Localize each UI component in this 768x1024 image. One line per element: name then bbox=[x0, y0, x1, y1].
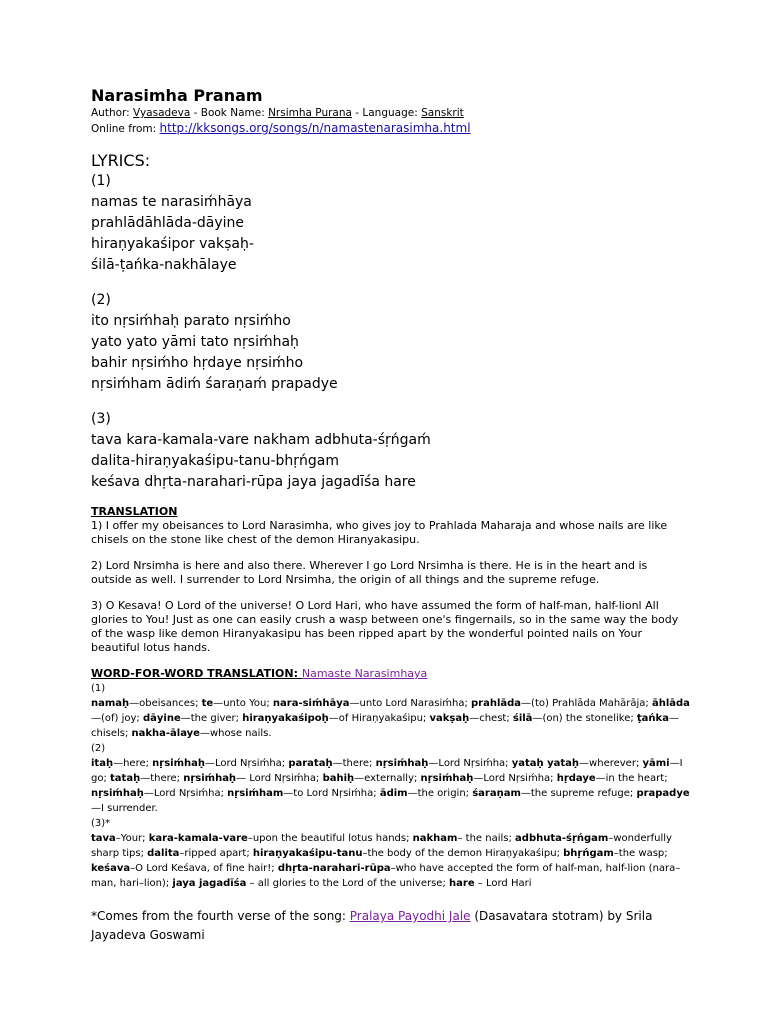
page-title: Narasimha Pranam bbox=[91, 86, 263, 105]
source-line: Online from: http://kksongs.org/songs/n/namastenarasimha.html bbox=[91, 121, 471, 135]
verse-line: dalita-hiraṇyakaśipu-tanu-bhṛńgam bbox=[91, 453, 339, 469]
verse-line: bahir nṛsiḿho hṛdaye nṛsiḿho bbox=[91, 355, 304, 371]
translation-paragraph: 2) Lord Nrsimha is here and also there. Wherever I go Lord Nrsimha is there. He is in the heart and is outside as well. I surrender to Lord Nrsimha, the origin of all things and the supreme refuge. bbox=[91, 559, 648, 586]
wfw-verse-2: itaḥ—here; nṛsiḿhaḥ—Lord Nṛsiḿha; parataḥ—there; nṛsiḿhaḥ—Lord Nṛsiḿha; yataḥ yataḥ—wherever; yāmi—I go; tataḥ—there; nṛsiḿhaḥ— Lord Nṛsiḿha; bahiḥ—externally; nṛsiḿhaḥ—Lord Nṛsiḿha; hṛdaye—in the heart; nṛsiḿhaḥ—Lord Nṛsiḿha; nṛsiḿham—to Lord Nṛsiḿha; ādim—the origin; śaraṇam—the supreme refuge; prapadye—I surrender. bbox=[91, 758, 690, 814]
verse-line: hiraṇyakaśipor vakṣaḥ- bbox=[91, 236, 254, 252]
wfw-heading: WORD-FOR-WORD TRANSLATION: Namaste Narasimhaya bbox=[91, 667, 428, 680]
verse-line: nṛsiḿham ādiḿ śaraṇaḿ prapadye bbox=[91, 376, 338, 392]
verse-number: (1) bbox=[91, 173, 111, 189]
footnote-link[interactable]: Pralaya Payodhi Jale bbox=[349, 909, 471, 923]
verse-number: (2) bbox=[91, 292, 111, 308]
lyrics-verses bbox=[91, 171, 691, 493]
lyrics-heading: LYRICS: bbox=[91, 151, 151, 170]
verse-line: yato yato yāmi tato nṛsiḿhaḥ bbox=[91, 334, 299, 350]
verse-line: namas te narasiḿhāya bbox=[91, 194, 252, 210]
translation-body bbox=[91, 519, 691, 655]
verse-line: keśava dhṛta-narahari-rūpa jaya jagadīśa hare bbox=[91, 474, 416, 490]
translation-heading: TRANSLATION bbox=[91, 505, 178, 518]
verse-line: tava kara-kamala-vare nakham adbhuta-śṛńgaḿ bbox=[91, 432, 431, 448]
wfw-verse-1: namaḥ—obeisances; te—unto You; nara-siḿhāya—unto Lord Narasiḿha; prahlāda—(to) Prahlāda Mahārāja; āhlāda—(of) joy; dāyine—the giver; hiraṇyakaśipoḥ—of Hiraṇyakaśipu; vakṣaḥ—chest; śilā—(on) the stonelike; ṭańka—chisels; nakha-ālaye—whose nails. bbox=[91, 698, 690, 739]
book-link[interactable]: Nrsimha Purana bbox=[268, 107, 352, 119]
verse-line: prahlādāhlāda-dāyine bbox=[91, 215, 245, 231]
wfw-link[interactable]: Namaste Narasimhaya bbox=[301, 667, 428, 680]
footnote: *Comes from the fourth verse of the song: Pralaya Payodhi Jale (Dasavatara stotram) by Srila Jayadeva Goswami bbox=[91, 909, 653, 942]
verse-line: ito nṛsiḿhaḥ parato nṛsiḿho bbox=[91, 313, 291, 329]
translation-paragraph: 1) I offer my obeisances to Lord Narasimha, who gives joy to Prahlada Maharaja and whose nails are like chisels on the stone like chest of the demon Hiranyakasipu. bbox=[91, 519, 668, 546]
translation-paragraph: 3) O Kesava! O Lord of the universe! O Lord Hari, who have assumed the form of half-man, half-lionl All glories to You! Just as one can easily crush a wasp between one's fingernails, so in the same way the body of the wasp like demon Hiranyakasipu has been ripped apart by the wonderful pointed nails on Your beautiful lotus hands. bbox=[91, 599, 679, 654]
wfw-verse-3: tava–Your; kara-kamala-vare–upon the beautiful lotus hands; nakham– the nails; adbhuta-śṛńgam–wonderfully sharp tips; dalita–ripped apart; hiraṇyakaśipu-tanu–the body of the demon Hiraṇyakaśipu; bhṛńgam–the wasp; keśava–O Lord Keśava, of fine hair!; dhṛta-narahari-rūpa–who have accepted the form of half-man, half-lion (nara–man, hari–lion); jaya jagadīśa – all glories to the Lord of the universe; hare – Lord Hari bbox=[91, 833, 681, 889]
author-link[interactable]: Vyasadeva bbox=[133, 107, 191, 119]
wfw-body: (1) namaḥ—obeisances; te—unto You; nara-siḿhāya—unto Lord Narasiḿha; prahlāda—(to) Prahlāda Mahārāja; āhlāda—(of) joy; dāyine—the giver; hiraṇyakaśipoḥ—of Hiraṇyakaśipu; vakṣaḥ—chest; śilā—(on) the stonelike; ṭańka—chisels; nakha-ālaye—whose nails. (2) itaḥ—here; nṛsiḿhaḥ—Lord Nṛsiḿha; parataḥ—there; nṛsiḿhaḥ—Lord Nṛsiḿha; yataḥ yataḥ—wherever; yāmi—I go; tataḥ—there; nṛsiḿhaḥ— Lord Nṛsiḿha; bahiḥ—externally; nṛsiḿhaḥ—Lord Nṛsiḿha; hṛdaye—in the heart; nṛsiḿhaḥ—Lord Nṛsiḿha; nṛsiḿham—to Lord Nṛsiḿha; ādim—the origin; śaraṇam—the supreme refuge; prapadye—I surrender. (3)* tava–Your; kara-kamala-vare–upon the beautiful lotus hands; nakham– the nails; adbhuta-śṛńgam–wonderfully sharp tips; dalita–ripped apart; hiraṇyakaśipu-tanu–the body of the demon Hiraṇyakaśipu; bhṛńgam–the wasp; keśava–O Lord Keśava, of fine hair!; dhṛta-narahari-rūpa–who have accepted the form of half-man, half-lion (nara–man, hari–lion); jaya jagadīśa – all glories to the Lord of the universe; hare – Lord Hari bbox=[91, 683, 690, 889]
document bbox=[91, 86, 691, 945]
verse-line: śilā-ṭańka-nakhālaye bbox=[91, 257, 237, 273]
meta-line: Author: Vyasadeva - Book Name: Nrsimha Purana - Language: Sanskrit bbox=[91, 107, 464, 119]
verse-number: (3) bbox=[91, 411, 111, 427]
language-link[interactable]: Sanskrit bbox=[421, 107, 464, 119]
source-url-link[interactable]: http://kksongs.org/songs/n/namastenarasimha.html bbox=[159, 121, 471, 135]
